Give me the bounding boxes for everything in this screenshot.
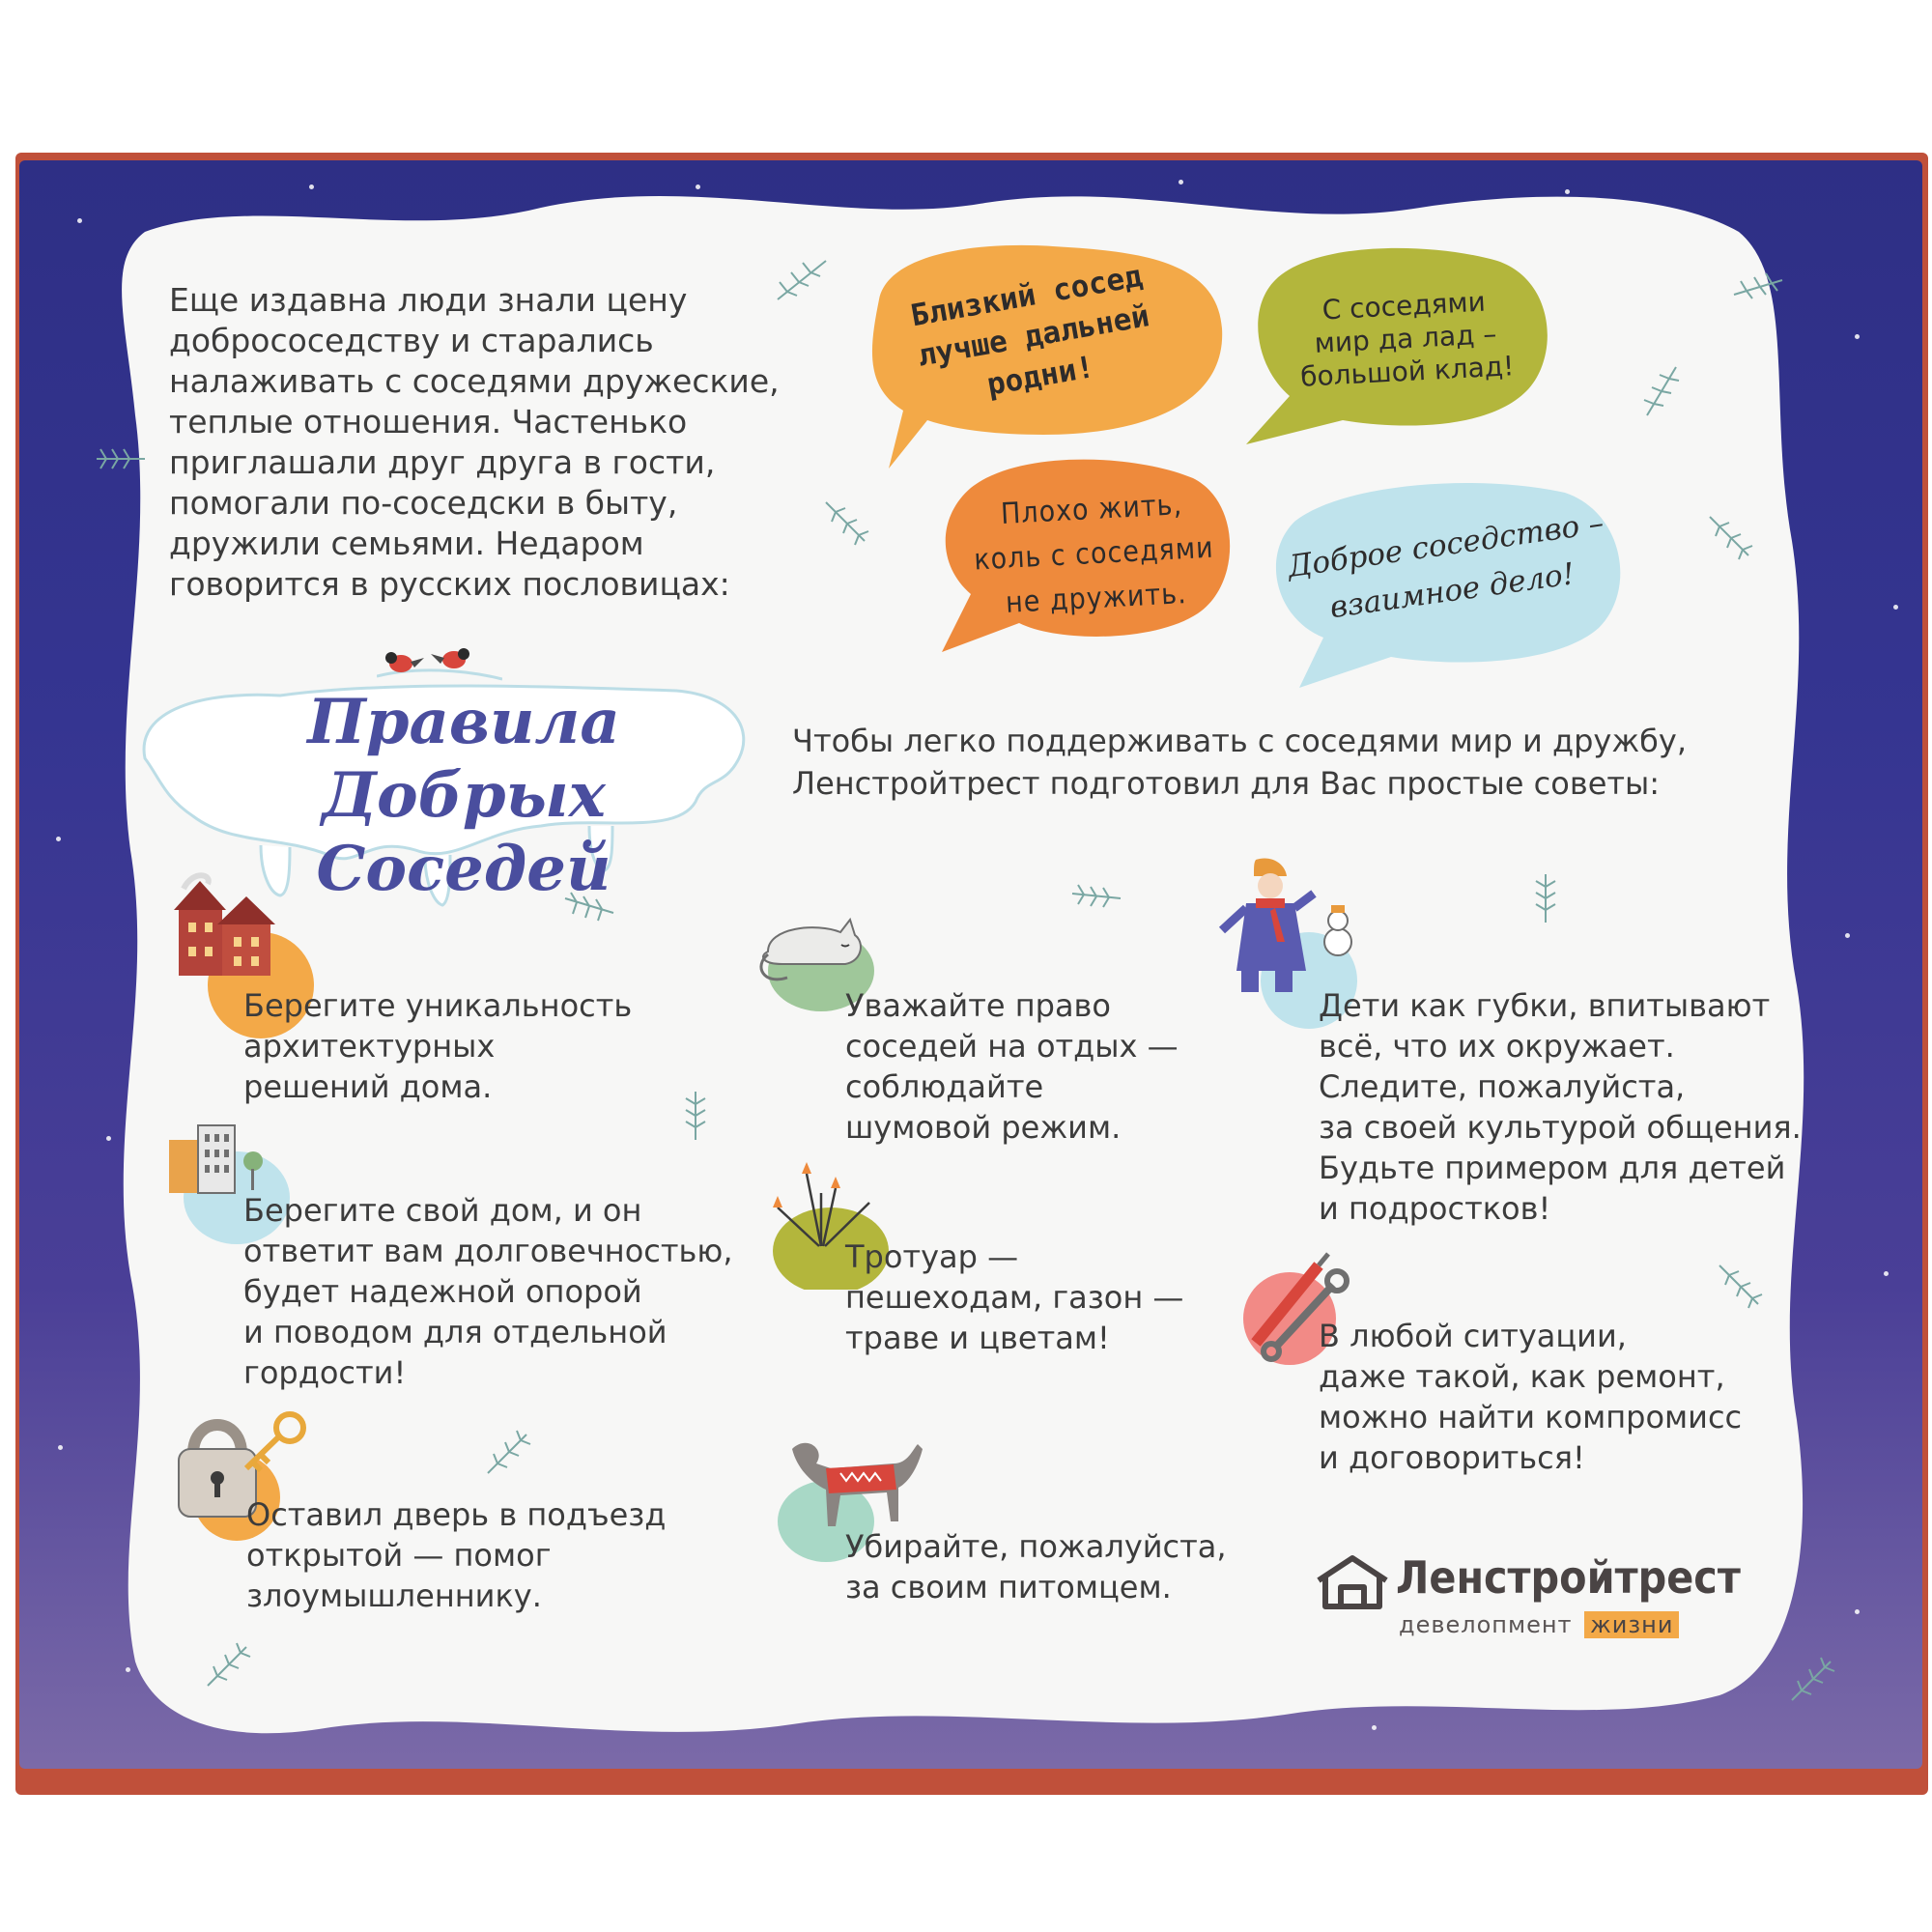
fir-twig-icon <box>203 1642 251 1690</box>
title-line-1: Правила Добрых <box>307 686 620 832</box>
title-line-2: Соседей <box>316 833 611 905</box>
fir-twig-icon <box>1521 869 1570 927</box>
intro-paragraph: Еще издавна люди знали цену добрососедству и старались налаживать с соседями дружеские, теплые отношения. Частенько приглашали друг друга в гости, помогали по-соседски в быту, дружили семьями. Недаром говорится в русских пословицах: <box>169 281 780 603</box>
fir-twig-icon <box>1787 1657 1835 1705</box>
logo-tagline <box>1399 1611 1679 1638</box>
tip-renovation-compromise: В любой ситуации, даже такой, как ремонт, можно найти компромисс и договориться! <box>1319 1318 1743 1476</box>
logo-name: Ленстройтрест <box>1396 1551 1741 1604</box>
tip-quiet-hours: Уважайте право соседей на отдых — соблюдайте шумовой режим. <box>845 987 1179 1146</box>
tip-home-care: Берегите свой дом, и он ответит вам долговечностью, будет надежной опорой и поводом для отдельной гордости! <box>243 1192 733 1391</box>
fir-twig-icon <box>92 435 150 483</box>
lead-paragraph: Чтобы легко поддерживать с соседями мир и дружбу, Ленстройтрест подготовил для Вас простые советы: <box>792 723 1688 802</box>
fir-twig-icon <box>1637 362 1686 420</box>
fir-twig-icon <box>483 1430 531 1478</box>
fir-twig-icon <box>1715 1261 1763 1309</box>
bullfinches-icon <box>377 642 502 691</box>
proverb-text-1: Близкий сосед лучше дальней родни! <box>908 258 1152 403</box>
fir-twig-icon <box>676 1087 715 1145</box>
proverb-text-3: Плохо жить, коль с соседями не дружить. <box>973 488 1215 620</box>
fir-twig-icon <box>1729 261 1787 309</box>
fir-twig-icon <box>821 497 869 546</box>
tip-pet-cleanup: Убирайте, пожалуйста, за своим питомцем. <box>845 1528 1227 1605</box>
fir-twig-icon <box>1705 512 1753 560</box>
tip-architecture: Берегите уникальность архитектурных решений дома. <box>243 987 633 1105</box>
tip-entrance-door: Оставил дверь в подъезд открытой — помог злоумышленнику. <box>246 1496 667 1614</box>
logo-tagline-development: девелопмент <box>1399 1611 1573 1638</box>
fir-twig-icon <box>1067 874 1125 913</box>
tip-sidewalk-lawn: Тротуар — пешеходам, газон — траве и цветам! <box>845 1238 1184 1356</box>
fir-twig-icon <box>773 256 831 304</box>
logo-tagline-life: жизни <box>1584 1611 1679 1638</box>
proverb-text-2: С соседями мир да лад – большой клад! <box>1299 285 1516 393</box>
proverb-text-4: Доброе соседство – взаимное дело! <box>1285 505 1606 626</box>
house-logo-icon <box>1314 1553 1391 1611</box>
tip-children-example: Дети как губки, впитывают всё, что их окружает. Следите, пожалуйста, за своей культурой общения. Будьте примером для детей и подростков! <box>1319 987 1802 1227</box>
